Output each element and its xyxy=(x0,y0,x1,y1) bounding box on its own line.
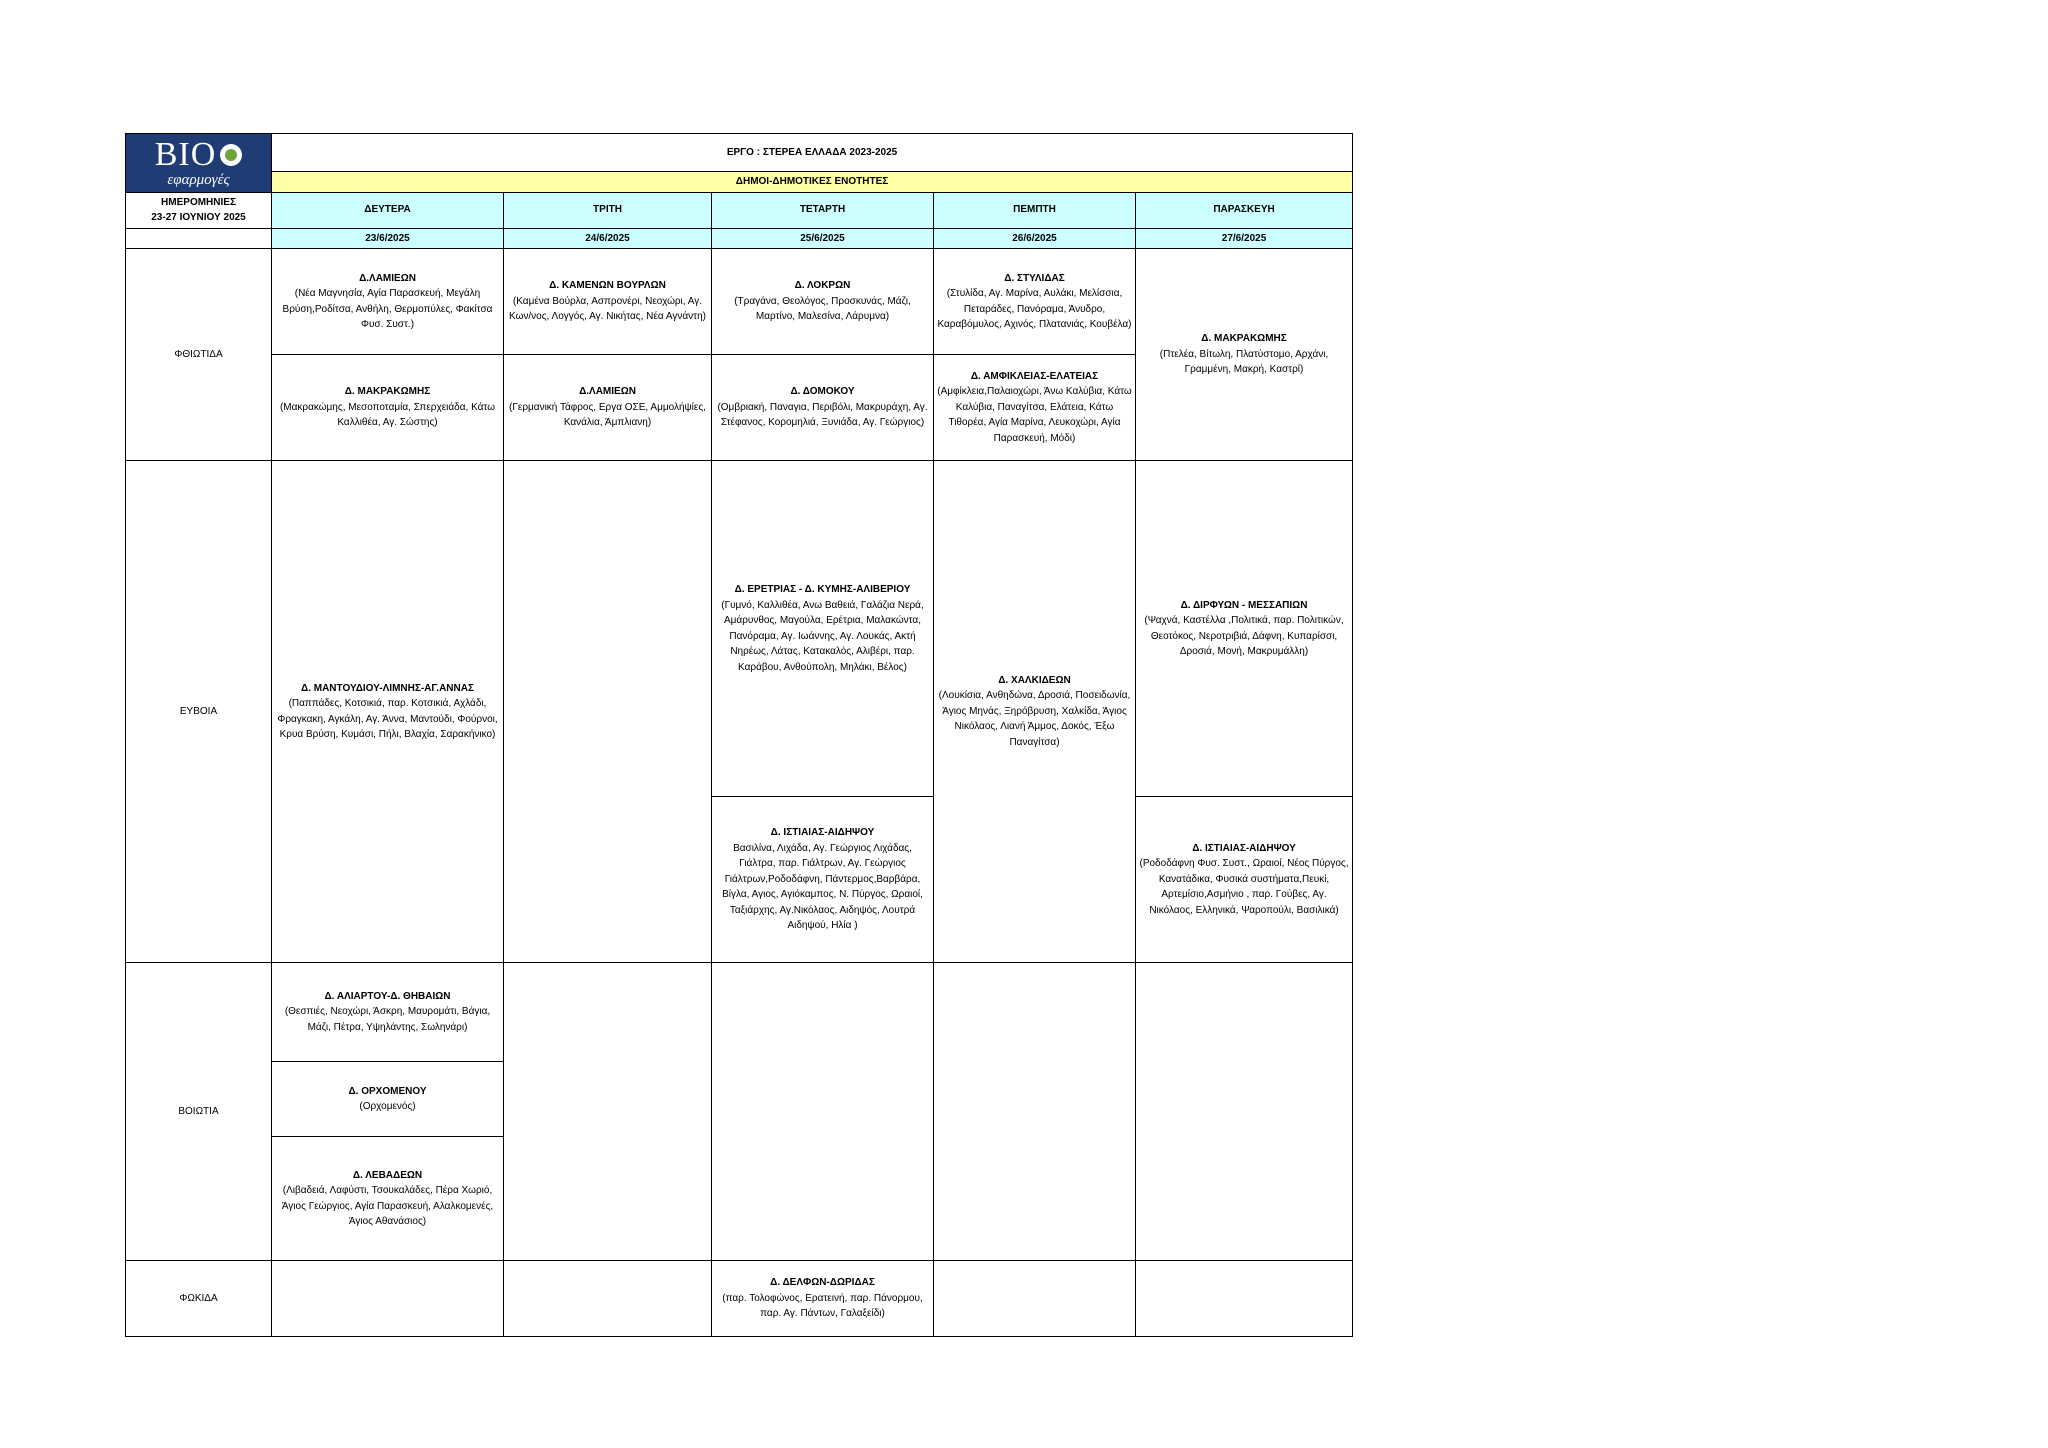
cell-title: Δ. ΛΕΒΑΔΕΩΝ xyxy=(352,1169,423,1181)
cell-body: (Παππάδες, Κοτσικιά, παρ. Κοτσικιά, Αχλάδι, Φραγκακη, Αγκάλη, Αγ. Άννα, Μαντούδι, Φούρνοι, Κρυα Βρύση, Κυμάσι, Πήλι, Βλαχία, Σαρακήνικο) xyxy=(277,698,498,740)
cell-title: Δ. ΔΙΡΦΥΩΝ - ΜΕΣΣΑΠΙΩΝ xyxy=(1180,599,1308,611)
cell-body: (Αμφίκλεια,Παλαιοχώρι, Άνω Καλύβια, Κάτω Καλύβια, Παναγίτσα, Ελάτεια, Κάτω Τιθορέα, Αγία Μαρίνα, Λευκοχώρι, Αγία Παρασκευή, Μόδι) xyxy=(937,386,1132,444)
cell-title: Δ. ΔΕΛΦΩΝ-ΔΩΡΙΔΑΣ xyxy=(770,1277,875,1289)
schedule-cell xyxy=(712,249,934,355)
cell-body: (Γυμνό, Καλλιθέα, Ανω Βαθειά, Γαλάζια Νερά, Αμάρυνθος, Μαγούλα, Ερέτρια, Μαλακώντα, Πανόραμα, Αγ. Ιωάννης, Αγ. Λουκάς, Ακτή Νηρέως, Λάτας, Κατακαλός, Αλιβέρι, παρ. Καράβου, Ανθούπολη, Μηλάκι, Βέλος) xyxy=(721,599,924,673)
cell-title: Δ. ΣΤΥΛΙΔΑΣ xyxy=(1004,272,1065,284)
cell-title: Δ. ΕΡΕΤΡΙΑΣ - Δ. ΚΥΜΗΣ-ΑΛΙΒΕΡΙΟΥ xyxy=(734,584,911,595)
company-logo xyxy=(126,134,272,193)
schedule-cell xyxy=(712,797,934,963)
day-name: ΠΑΡΑΣΚΕΥΗ xyxy=(1136,192,1353,228)
logo-text: BIO xyxy=(154,135,217,173)
schedule-cell xyxy=(272,355,504,461)
cell-body: (Μακρακώμης, Μεσοποταμία, Σπερχειάδα, Κάτω Καλλιθέα, Αγ. Σώστης) xyxy=(279,401,496,429)
logo-subtitle: εφαρμογές xyxy=(167,171,230,188)
schedule-cell xyxy=(934,355,1136,461)
cell-title: Δ. ΑΜΦΙΚΛΕΙΑΣ-ΕΛΑΤΕΙΑΣ xyxy=(970,370,1099,382)
cell-body: (Πτελέα, Βίτωλη, Πλατύστομο, Αρχάνι, Γραμμένη, Μακρή, Καστρί) xyxy=(1159,348,1329,376)
dates-range: 23-27 ΙΟΥΝΙΟΥ 2025 xyxy=(151,212,246,223)
empty-cell xyxy=(272,1261,504,1337)
cell-title: Δ.ΛΑΜΙΕΩΝ xyxy=(359,272,416,284)
cell-body: (Λουκίσια, Ανθηδώνα, Δροσιά, Ποσειδωνία, Άγιος Μηνάς, Ξηρόβρυση, Χαλκίδα, Άγιος Νικόλαος, Λιανή Άμμος, Δοκός, Έξω Παναγίτσα) xyxy=(938,690,1131,748)
empty-cell xyxy=(126,228,272,249)
cell-body: (Ροδοδάφνη Φυσ. Συστ., Ωραιοί, Νέος Πύργος, Κανατάδικα, Φυσικά συστήματα,Πευκί, Αρτεμίσιο,Ασμήνιο , παρ. Γούβες, Αγ. Νικόλαος, Ελληνικά, Ψαροπούλι, Βασιλικά) xyxy=(1139,858,1349,916)
day-date: 27/6/2025 xyxy=(1136,228,1353,249)
leaf-icon xyxy=(220,144,242,166)
schedule-cell xyxy=(1136,797,1353,963)
municipalities-header: ΔΗΜΟΙ-ΔΗΜΟΤΙΚΕΣ ΕΝΟΤΗΤΕΣ xyxy=(272,172,1353,193)
region-fokida: ΦΩΚΙΔΑ xyxy=(126,1261,272,1337)
schedule-cell xyxy=(272,249,504,355)
schedule-cell xyxy=(272,461,504,963)
empty-cell xyxy=(504,963,712,1261)
region-voiotia: ΒΟΙΩΤΙΑ xyxy=(126,963,272,1261)
schedule-cell xyxy=(272,963,504,1062)
project-title: ΕΡΓΟ : ΣΤΕΡΕΑ ΕΛΛΑΔΑ 2023-2025 xyxy=(272,134,1353,172)
empty-cell xyxy=(934,963,1136,1261)
schedule-cell xyxy=(1136,461,1353,797)
day-date: 25/6/2025 xyxy=(712,228,934,249)
cell-body: Βασιλίνα, Λιχάδα, Αγ. Γεώργιος Λιχάδας, Γιάλτρα, παρ. Γιάλτρων, Αγ. Γεώργιος Γιάλτρων,Ροδοδάφνη, Πάντερμος,Βαρβάρα, Βίγλα, Αγιος, Αγιόκαμπος, Ν. Πύργος, Ωραιοί, Ταξιάρχης, Αγ.Νικόλαος, Αιδηψός, Λουτρά Αιδηψού, Ηλία ) xyxy=(722,842,923,932)
cell-title: Δ. ΚΑΜΕΝΩΝ ΒΟΥΡΛΩΝ xyxy=(549,280,666,292)
empty-cell xyxy=(504,461,712,963)
cell-title: Δ. ΜΑΚΡΑΚΩΜΗΣ xyxy=(344,386,431,398)
cell-body: (παρ. Τολοφώνος, Ερατεινή, παρ. Πάνορμου, παρ. Αγ. Πάντων, Γαλαξείδι) xyxy=(722,1292,923,1320)
cell-title: Δ. ΧΑΛΚΙΔΕΩΝ xyxy=(998,674,1071,686)
cell-body: (Ψαχνά, Καστέλλα ,Πολιτικά, παρ. Πολιτικών, Θεοτόκος, Νεροτριβιά, Δάφνη, Κυπαρίσσι, Δροσιά, Μονή, Μακρυμάλλη) xyxy=(1144,615,1344,657)
empty-cell xyxy=(504,1261,712,1337)
cell-body: (Τραγάνα, Θεολόγος, Προσκυνάς, Μάζι, Μαρτίνο, Μαλεσίνα, Λάρυμνα) xyxy=(734,295,911,323)
cell-title: Δ.ΛΑΜΙΕΩΝ xyxy=(579,386,636,398)
day-date: 24/6/2025 xyxy=(504,228,712,249)
cell-title: Δ. ΛΟΚΡΩΝ xyxy=(794,280,851,292)
day-name: ΤΕΤΑΡΤΗ xyxy=(712,192,934,228)
empty-cell xyxy=(934,1261,1136,1337)
cell-body: (Ομβριακή, Παναγια, Περιβόλι, Μακρυράχη, Αγ. Στέφανος, Κορομηλιά, Ξυνιάδα, Αγ. Γεώργιος) xyxy=(717,401,928,429)
cell-title: Δ. ΙΣΤΙΑΙΑΣ-ΑΙΔΗΨΟΥ xyxy=(1192,842,1296,854)
cell-body: (Θεσπιές, Νεοχώρι, Άσκρη, Μαυρομάτι, Βάγια, Μάζι, Πέτρα, Υψηλάντης, Σωληνάρι) xyxy=(284,1006,491,1033)
cell-title: Δ. ΜΑΚΡΑΚΩΜΗΣ xyxy=(1201,333,1287,345)
day-date: 23/6/2025 xyxy=(272,228,504,249)
cell-title: Δ. ΙΣΤΙΑΙΑΣ-ΑΙΔΗΨΟΥ xyxy=(770,827,875,839)
day-name: ΔΕΥΤΕΡΑ xyxy=(272,192,504,228)
dates-header xyxy=(126,192,272,228)
schedule-cell xyxy=(504,249,712,355)
schedule-cell xyxy=(272,1137,504,1261)
schedule-cell xyxy=(712,1261,934,1337)
cell-body: (Λιβαδειά, Λαφύστι, Τσουκαλάδες, Πέρα Χωριό, Άγιος Γεώργιος, Αγία Παρασκευή, Αλαλκομενές, Άγιος Αθανάσιος) xyxy=(281,1185,494,1227)
schedule-cell xyxy=(1136,249,1353,461)
empty-cell xyxy=(1136,1261,1353,1337)
schedule-cell xyxy=(504,355,712,461)
cell-body: (Καμένα Βούρλα, Ασπρονέρι, Νεοχώρι, Αγ. Κων/νος, Λογγός, Αγ. Νικήτας, Νέα Αγνάντη) xyxy=(509,295,706,323)
schedule-cell xyxy=(934,249,1136,355)
cell-title: Δ. ΟΡΧΟΜΕΝΟΥ xyxy=(348,1085,427,1097)
cell-body: (Στυλίδα, Αγ. Μαρίνα, Αυλάκι, Μελίσσια, Πεταράδες, Πανόραμα, Άνυδρο, Καραβόμυλος, Αχινός, Πλατανιάς, Κουβέλα) xyxy=(937,288,1132,330)
dates-label: ΗΜΕΡΟΜΗΝΙΕΣ xyxy=(161,196,236,208)
cell-body: (Ορχομενός) xyxy=(359,1101,416,1112)
region-evvoia: ΕΥΒΟΙΑ xyxy=(126,461,272,963)
day-name: ΠΕΜΠΤΗ xyxy=(934,192,1136,228)
schedule-cell xyxy=(712,355,934,461)
cell-title: Δ. ΑΛΙΑΡΤΟΥ-Δ. ΘΗΒΑΙΩΝ xyxy=(324,990,451,1002)
schedule-table xyxy=(125,133,1353,1337)
cell-body: (Γερμανική Τάφρος, Εργα ΟΣΕ, Αμμολήψίες, Κανάλια, Άμπλιανη) xyxy=(509,401,706,429)
empty-cell xyxy=(1136,963,1353,1261)
day-date: 26/6/2025 xyxy=(934,228,1136,249)
schedule-cell xyxy=(712,461,934,797)
region-fthiotida: ΦΘΙΩΤΙΔΑ xyxy=(126,249,272,461)
cell-body: (Νέα Μαγνησία, Αγία Παρασκευή, Μεγάλη Βρύση,Ροδίτσα, Ανθήλη, Θερμοπύλες, Φακίτσα Φυσ. Συστ.) xyxy=(282,288,493,330)
empty-cell xyxy=(712,963,934,1261)
schedule-cell xyxy=(272,1062,504,1137)
schedule-cell xyxy=(934,461,1136,963)
cell-title: Δ. ΔΟΜΟΚΟΥ xyxy=(790,386,855,398)
cell-title: Δ. ΜΑΝΤΟΥΔΙΟΥ-ΛΙΜΝΗΣ-ΑΓ.ΑΝΝΑΣ xyxy=(301,682,474,694)
day-name: ΤΡΙΤΗ xyxy=(504,192,712,228)
